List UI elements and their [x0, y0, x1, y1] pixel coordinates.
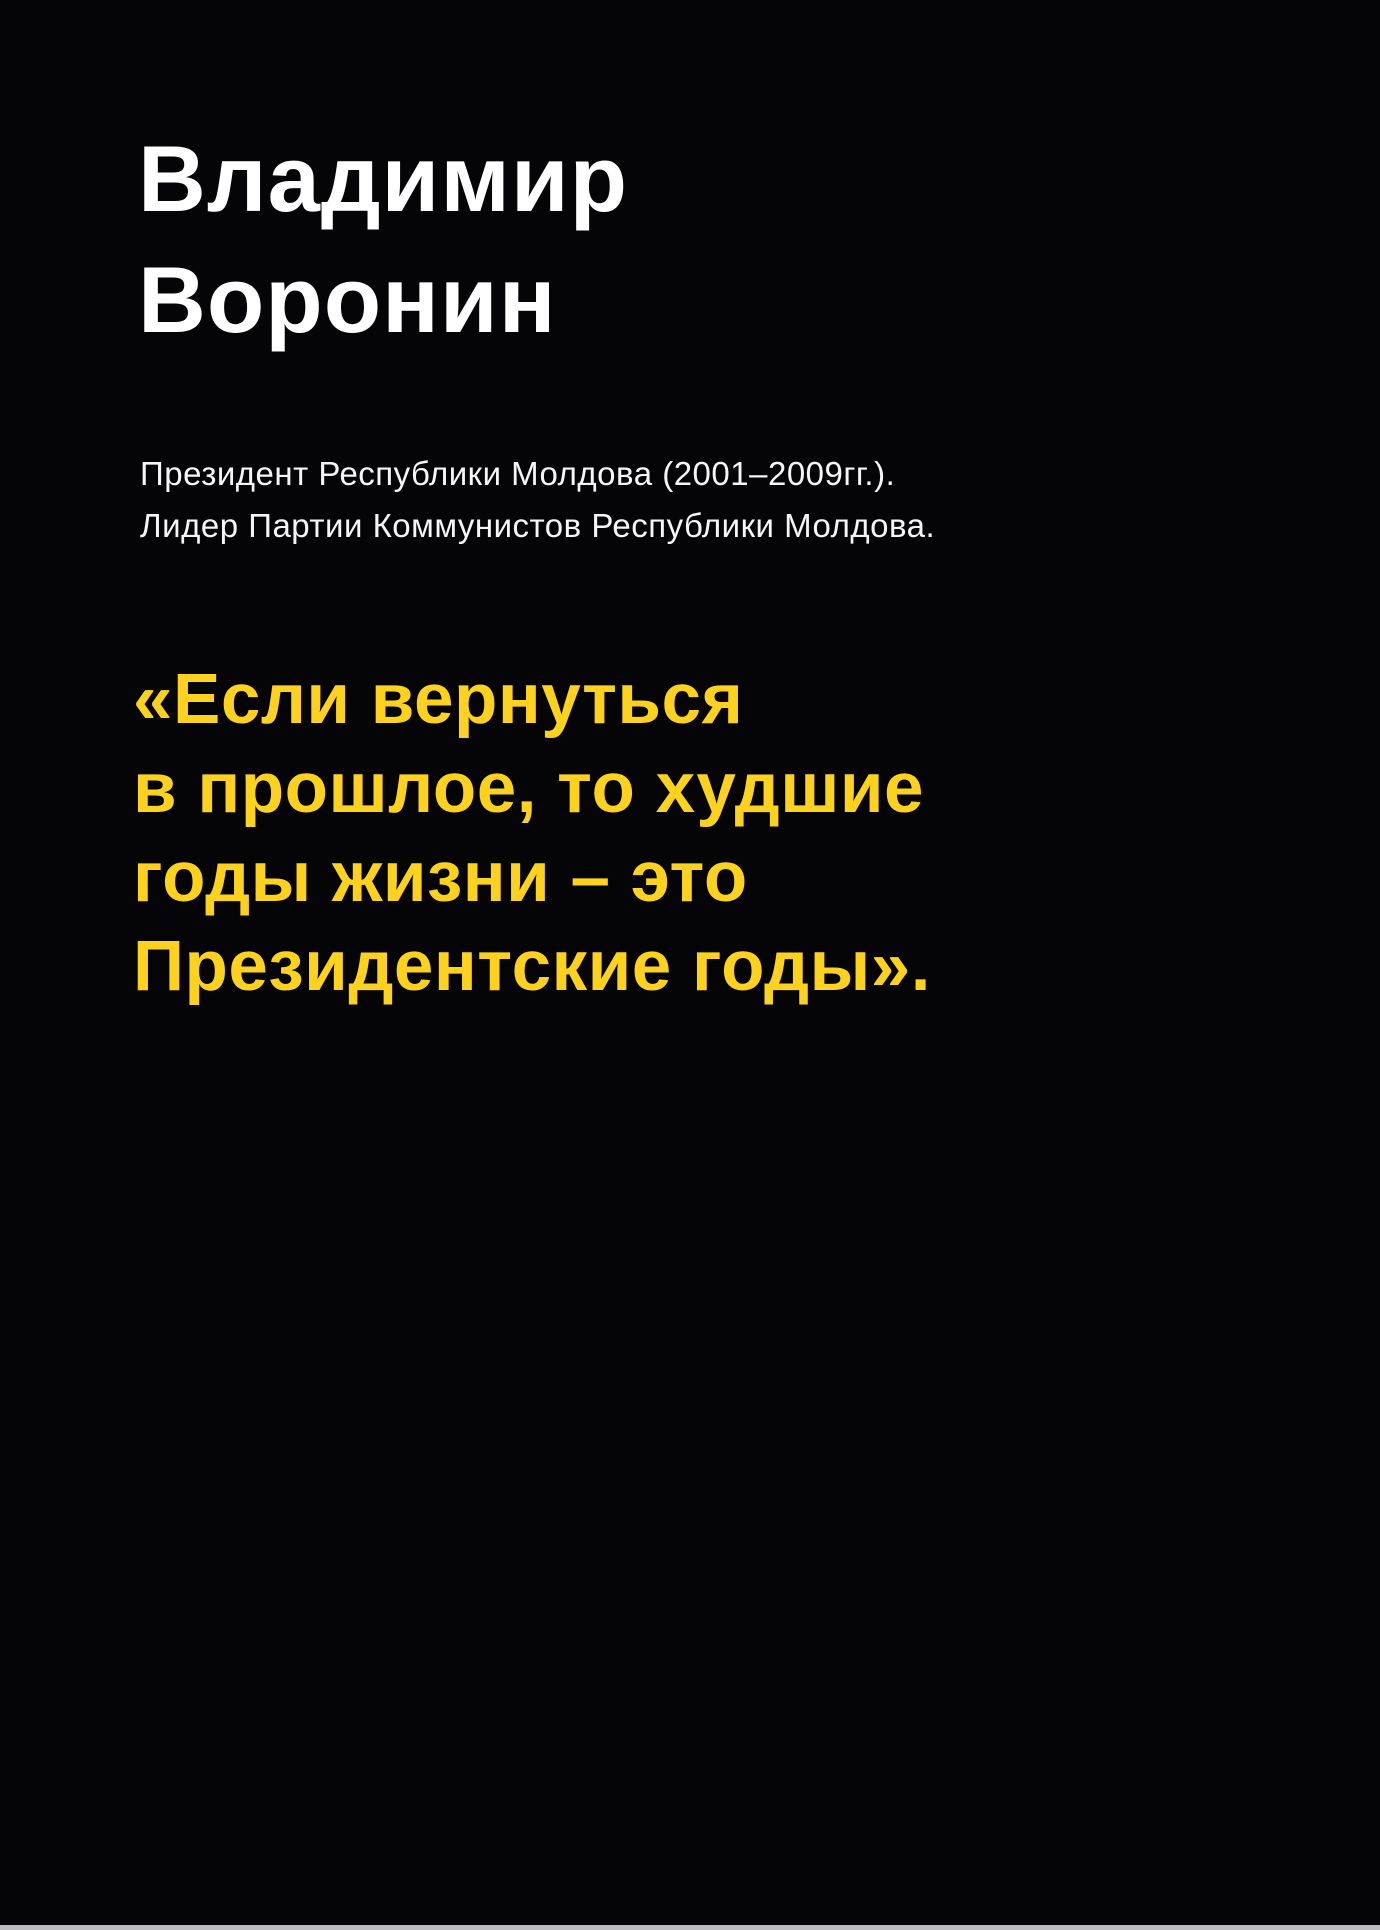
page-edge-divider — [0, 1925, 1380, 1930]
quote-line-2: в прошлое, то худшие — [133, 749, 925, 828]
person-description — [140, 448, 935, 552]
title-line-1: Владимир — [138, 126, 629, 231]
title-line-2: Воронин — [138, 247, 557, 352]
subtitle-line-2: Лидер Партии Коммунистов Республики Молдова. — [140, 507, 936, 544]
page-title — [138, 118, 628, 360]
subtitle-line-1: Президент Республики Молдова (2001–2009гг.). — [140, 455, 896, 492]
quote-line-1: «Если вернуться — [133, 660, 744, 739]
highlight-quote — [133, 655, 931, 1011]
quote-line-3: годы жизни – это — [133, 838, 748, 917]
quote-line-4: Президентские годы». — [133, 927, 931, 1006]
